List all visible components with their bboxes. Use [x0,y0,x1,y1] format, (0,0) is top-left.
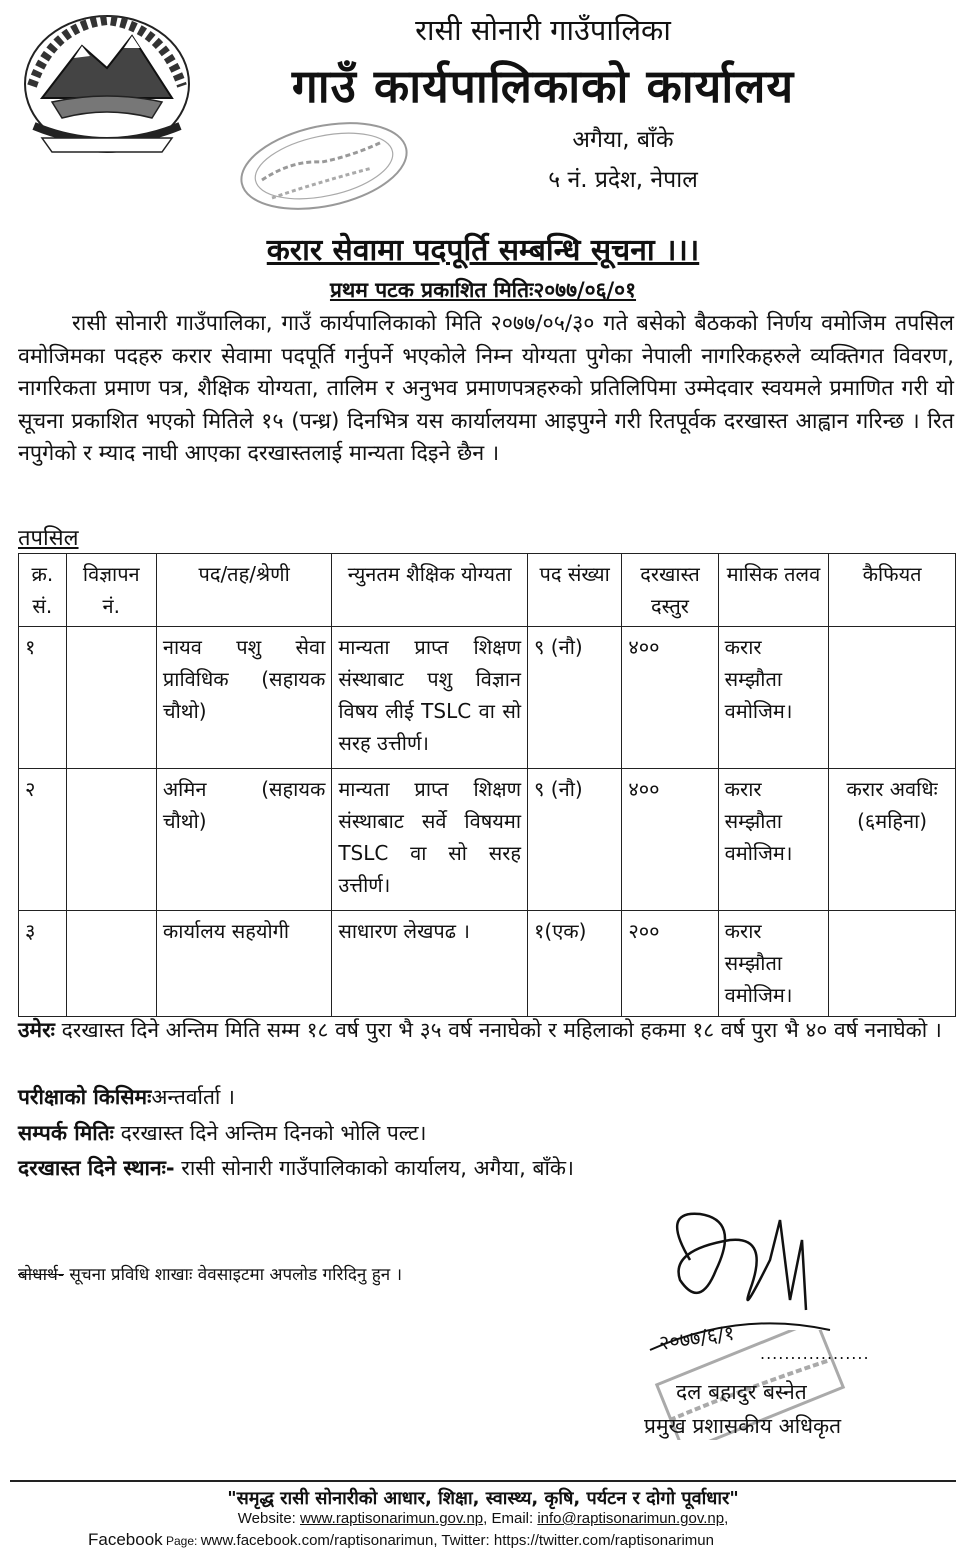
cell-fee: ४०० [622,769,718,911]
contact-date [18,1117,954,1149]
footer-contacts [0,1510,966,1527]
facebook-link[interactable]: www.facebook.com/raptisonarimun [200,1532,434,1549]
signatory-designation: प्रमुख प्रशासकीय अधिकृत [644,1414,842,1438]
cell-qualification: साधारण लेखपढ । [332,911,528,1017]
email-label: , Email: [483,1510,538,1527]
page-label: Page: [162,1534,201,1548]
twitter-link[interactable]: https://twitter.com/raptisonarimun [493,1532,714,1549]
cell-salary: करार सम्झौता वमोजिम। [718,627,829,769]
notice-title: करार सेवामा पदपूर्ति सम्बन्धि सूचना ।।। [266,233,700,268]
website-label: Website: [237,1510,300,1527]
cell-qualification: मान्यता प्राप्त शिक्षण संस्थाबाट पशु विज्ञान विषय लीई TSLC वा सो सरह उत्तीर्ण। [332,627,528,769]
tapsil-label: तपसिल [18,526,79,551]
cell-sn: ३ [19,911,67,1017]
cell-salary: करार सम्झौता वमोजिम। [718,911,829,1017]
cell-remarks: करार अवधिः (६महिना) [829,769,956,911]
published-date: प्रथम पटक प्रकाशित मितिः२०७७/०६/०१ [329,278,637,302]
table-row [19,769,956,911]
email-tail: , [724,1510,729,1527]
header-sn: क्र. सं. [19,554,67,627]
cell-count: १(एक) [528,911,622,1017]
footer-social [88,1530,714,1550]
contact-text: दरखास्त दिने अन्तिम दिनको भोलि पल्ट। [113,1121,427,1145]
table-row [19,911,956,1017]
table-header-row [19,554,956,627]
cell-qualification: मान्यता प्राप्त शिक्षण संस्थाबाट सर्वे विषयमा TSLC वा सो सरह उत्तीर्ण। [332,769,528,911]
cell-post: अमिन (सहायक चौथो) [156,769,331,911]
cell-remarks [829,627,956,769]
footer-divider [10,1480,956,1482]
cc-text: सूचना प्रविधि शाखाः वेवसाइटमा अपलोड गरिदिनु हुन । [63,1265,403,1285]
application-place [18,1152,954,1184]
header-ad-no: विज्ञापन नं. [66,554,156,627]
cell-fee: ४०० [622,627,718,769]
cell-sn: २ [19,769,67,911]
table-row [19,627,956,769]
header-remarks: कैफियत [829,554,956,627]
exam-text: अन्तर्वार्ता । [151,1085,235,1109]
cc-label: बोधार्थ- [18,1265,64,1285]
cell-count: ९ (नौ) [528,769,622,911]
header-fee: दरखास्त दस्तुर [622,554,718,627]
cell-fee: २०० [622,911,718,1017]
cell-count: ९ (नौ) [528,627,622,769]
website-link[interactable]: www.raptisonarimun.gov.np [300,1510,484,1527]
age-label: उमेरः [18,1018,55,1042]
age-text: दरखास्त दिने अन्तिम मिति सम्म १८ वर्ष पुरा भै ३५ वर्ष ननाघेको र महिलाको हकमा १८ वर्ष पुरा भै ४० वर्ष ननाघेको । [54,1018,942,1042]
facebook-label: Facebook [88,1530,163,1549]
cell-salary: करार सम्झौता वमोजिम। [718,769,829,911]
signature-line: .................. [760,1344,870,1363]
cc-note [18,1262,402,1285]
exam-type [18,1081,954,1113]
place-text: रासी सोनारी गाउँपालिकाको कार्यालय, अगैया, बाँके। [174,1156,574,1180]
cell-sn: १ [19,627,67,769]
contact-label: सम्पर्क मितिः [18,1121,114,1145]
cell-ad [66,627,156,769]
notice-body: रासी सोनारी गाउँपालिका, गाउँ कार्यपालिकाको मिति २०७७/०५/३० गते बसेको बैठकको निर्णय वमोजिम तपसिल वमोजिमका पदहरु करार सेवामा पदपूर्ति गर्नुपर्ने भएकोले निम्न योग्यता पुगेका नेपाली नागरिकहरुले व्यक्तिगत विवरण, नागरिकता प्रमाण पत्र, शैक्षिक योग्यता, तालिम र अनुभव प्रमाणपत्रहरुको प्रतिलिपिमा उम्मेदवार स्वयमले प्रमाणित गरी यो सूचना प्रकाशित भएको मितिले १५ (पन्ध्र) दिनभित्र यस कार्यालयमा आइपुग्ने गरी रितपूर्वक दरखास्त आह्वान गरिन्छ । रित नपुगेको र म्याद नाघी आएका दरखास्तलाई मान्यता दिइने छैन । [18,311,954,466]
age-requirement [18,1014,954,1046]
cell-remarks [829,911,956,1017]
signature-date: २०७७/६/१ [657,1320,736,1355]
office-province: ५ नं. प्रदेश, नेपाल [548,167,698,193]
org-name: रासी सोनारी गाउँपालिका [415,13,671,47]
twitter-label: , Twitter: [433,1532,494,1549]
email-link[interactable]: info@raptisonarimun.gov.np [537,1510,725,1527]
signatory-name: दल बहादुर बस्नेत [676,1380,807,1404]
vacancy-table [18,553,956,1017]
header-post: पद/तह/श्रेणी [156,554,331,627]
cell-ad [66,911,156,1017]
cell-post: कार्यालय सहयोगी [156,911,331,1017]
cell-ad [66,769,156,911]
footer-motto: "समृद्ध रासी सोनारीको आधार, शिक्षा, स्वास्थ्य, कृषि, पर्यटन र दोगो पूर्वाधार" [227,1488,739,1509]
cell-post: नायव पशु सेवा प्राविधिक (सहायक चौथो) [156,627,331,769]
office-name: गाउँ कार्यपालिकाको कार्यालय [291,59,795,113]
office-address: अगैया, बाँके [572,127,674,153]
exam-label: परीक्षाको किसिमः [18,1085,152,1109]
place-label: दरखास्त दिने स्थानः- [18,1156,175,1180]
header-qualification: न्युनतम शैक्षिक योग्यता [332,554,528,627]
published-date-wrap [0,276,966,304]
notice-title-wrap [0,228,966,269]
header-count: पद संख्या [528,554,622,627]
header-salary: मासिक तलव [718,554,829,627]
